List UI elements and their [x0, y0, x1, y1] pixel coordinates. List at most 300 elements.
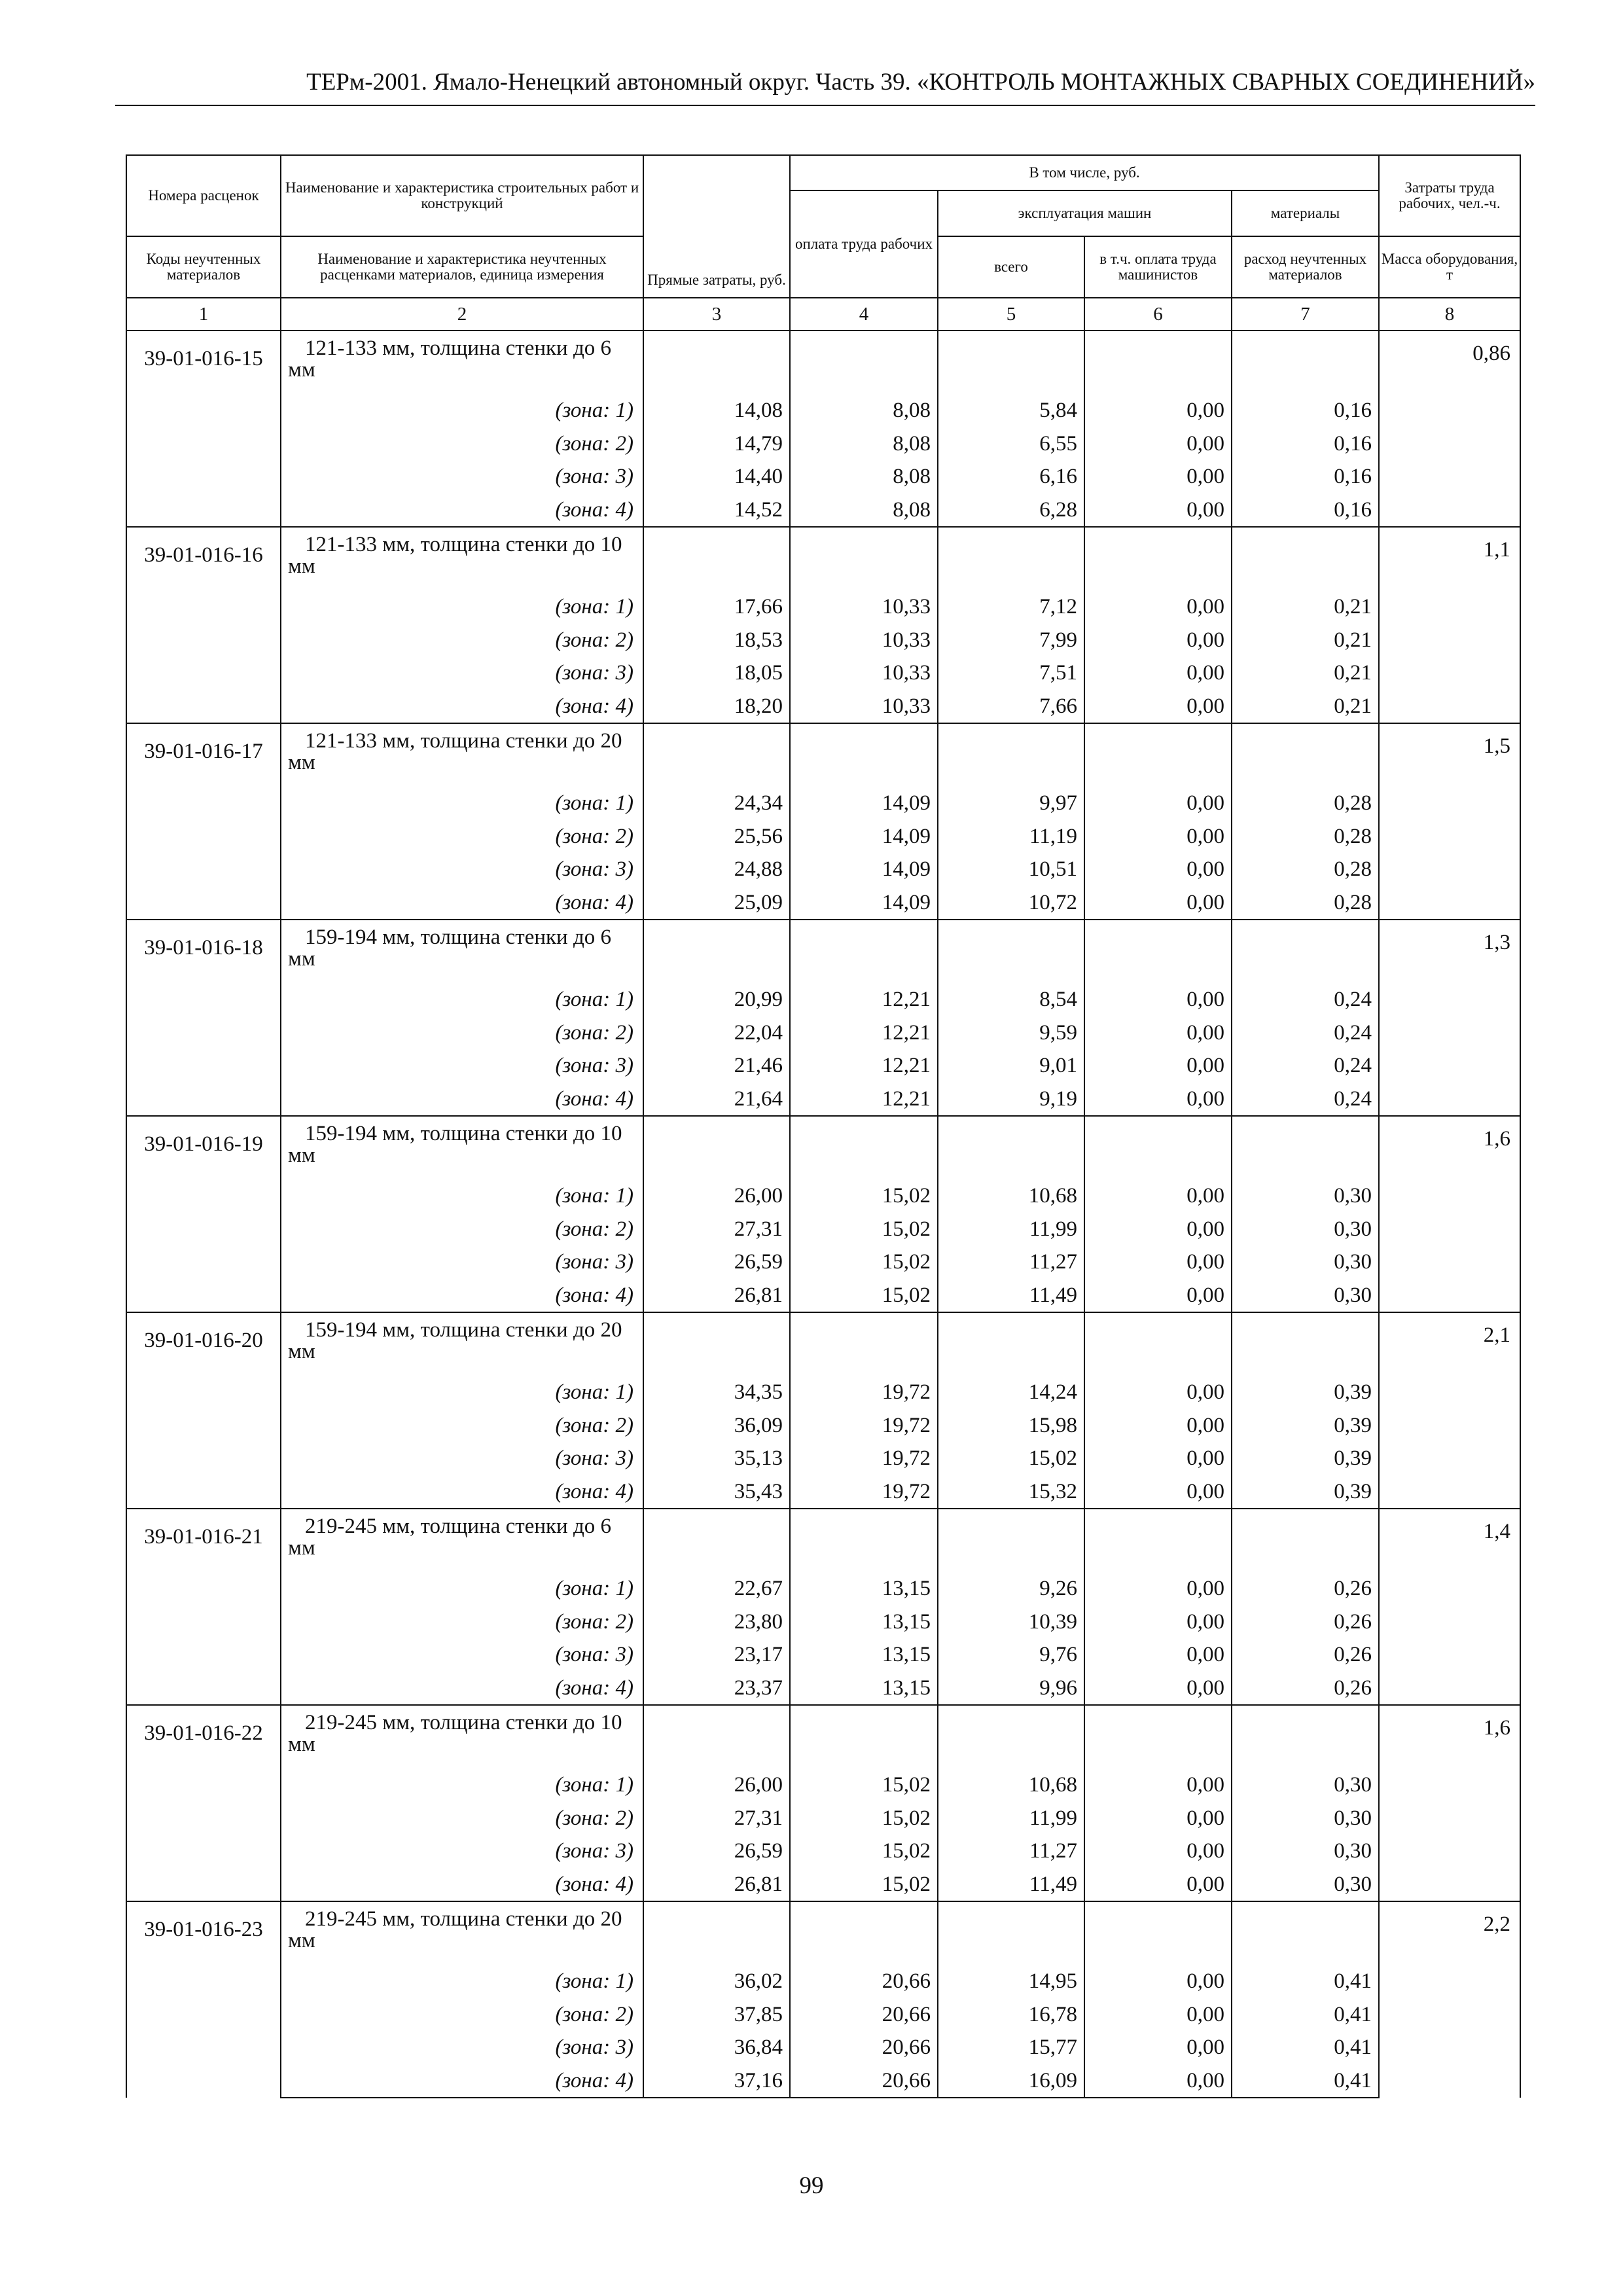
materials-value: 0,16: [1232, 427, 1379, 461]
zone-label: (зона: 1): [281, 1768, 643, 1802]
machinist-wages-value: 0,00: [1084, 1965, 1232, 1998]
zone-row: [126, 787, 1520, 820]
direct-costs-value: 18,20: [643, 690, 790, 724]
zone-label: (зона: 2): [281, 1605, 643, 1639]
empty-cell: [643, 1705, 790, 1768]
empty-cell: [790, 1116, 938, 1179]
rate-code: 39-01-016-15: [126, 331, 281, 527]
work-title: 159-194 мм, толщина стенки до 20 мм: [281, 1312, 643, 1376]
direct-costs-value: 20,99: [643, 983, 790, 1016]
direct-costs-value: 26,00: [643, 1179, 790, 1213]
materials-value: 0,30: [1232, 1802, 1379, 1835]
machines-total-value: 11,49: [938, 1868, 1084, 1902]
empty-cell: [643, 920, 790, 983]
machines-total-value: 14,95: [938, 1965, 1084, 1998]
machines-total-value: 6,16: [938, 460, 1084, 493]
zone-row: [126, 690, 1520, 724]
direct-costs-value: 23,37: [643, 1672, 790, 1706]
direct-costs-value: 21,46: [643, 1049, 790, 1083]
head-material-codes: Коды неучтенных материалов: [126, 236, 281, 298]
zone-label: (зона: 3): [281, 853, 643, 886]
work-title: 159-194 мм, толщина стенки до 10 мм: [281, 1116, 643, 1179]
materials-value: 0,16: [1232, 394, 1379, 427]
machines-total-value: 7,12: [938, 590, 1084, 624]
labor-costs-value: 2,2: [1379, 1901, 1520, 2098]
empty-cell: [938, 331, 1084, 394]
materials-value: 0,30: [1232, 1868, 1379, 1902]
labor-costs-value: 1,4: [1379, 1509, 1520, 1705]
zone-row: [126, 1672, 1520, 1706]
machines-total-value: 15,32: [938, 1475, 1084, 1509]
direct-costs-value: 27,31: [643, 1802, 790, 1835]
empty-cell: [938, 1312, 1084, 1376]
wages-value: 15,02: [790, 1213, 938, 1246]
work-title: 219-245 мм, толщина стенки до 20 мм: [281, 1901, 643, 1965]
machinist-wages-value: 0,00: [1084, 590, 1232, 624]
rates-table: [126, 154, 1521, 2098]
materials-value: 0,39: [1232, 1442, 1379, 1475]
zone-row: [126, 427, 1520, 461]
wages-value: 14,09: [790, 787, 938, 820]
direct-costs-value: 17,66: [643, 590, 790, 624]
empty-cell: [1232, 723, 1379, 787]
wages-value: 15,02: [790, 1279, 938, 1313]
empty-cell: [1084, 723, 1232, 787]
zone-label: (зона: 2): [281, 1213, 643, 1246]
zone-label: (зона: 1): [281, 394, 643, 427]
empty-cell: [1084, 1116, 1232, 1179]
machines-total-value: 10,72: [938, 886, 1084, 920]
empty-cell: [790, 1705, 938, 1768]
empty-cell: [790, 331, 938, 394]
zone-label: (зона: 3): [281, 1049, 643, 1083]
wages-value: 14,09: [790, 853, 938, 886]
direct-costs-value: 14,08: [643, 394, 790, 427]
zone-row: [126, 1016, 1520, 1050]
zone-row: [126, 590, 1520, 624]
empty-cell: [938, 920, 1084, 983]
zone-label: (зона: 4): [281, 1672, 643, 1706]
zone-label: (зона: 4): [281, 493, 643, 528]
rate-entry: [126, 920, 1520, 1116]
zone-row: [126, 1605, 1520, 1639]
work-title: 219-245 мм, толщина стенки до 6 мм: [281, 1509, 643, 1572]
zone-row: [126, 1179, 1520, 1213]
materials-value: 0,41: [1232, 1998, 1379, 2032]
materials-value: 0,24: [1232, 983, 1379, 1016]
materials-value: 0,28: [1232, 853, 1379, 886]
empty-cell: [643, 1509, 790, 1572]
zone-row: [126, 1376, 1520, 1409]
direct-costs-value: 35,13: [643, 1442, 790, 1475]
materials-value: 0,21: [1232, 590, 1379, 624]
zone-label: (зона: 3): [281, 460, 643, 493]
wages-value: 15,02: [790, 1835, 938, 1868]
materials-value: 0,30: [1232, 1279, 1379, 1313]
empty-cell: [1084, 1901, 1232, 1965]
empty-cell: [938, 1901, 1084, 1965]
machines-total-value: 11,27: [938, 1835, 1084, 1868]
machinist-wages-value: 0,00: [1084, 1998, 1232, 2032]
machinist-wages-value: 0,00: [1084, 394, 1232, 427]
wages-value: 10,33: [790, 624, 938, 657]
empty-cell: [1232, 527, 1379, 590]
empty-cell: [938, 723, 1084, 787]
empty-cell: [1232, 920, 1379, 983]
zone-row: [126, 1868, 1520, 1902]
machinist-wages-value: 0,00: [1084, 460, 1232, 493]
machinist-wages-value: 0,00: [1084, 1638, 1232, 1672]
zone-row: [126, 394, 1520, 427]
machines-total-value: 10,39: [938, 1605, 1084, 1639]
head-equipment-mass: Масса оборудования, т: [1379, 236, 1520, 298]
machinist-wages-value: 0,00: [1084, 2031, 1232, 2064]
head-machinist-wages: в т.ч. оплата труда машинистов: [1084, 236, 1232, 298]
zone-row: [126, 1768, 1520, 1802]
machines-total-value: 7,51: [938, 656, 1084, 690]
wages-value: 20,66: [790, 1965, 938, 1998]
wages-value: 13,15: [790, 1605, 938, 1639]
entry-title-row: [126, 1509, 1520, 1572]
zone-row: [126, 624, 1520, 657]
zone-label: (зона: 3): [281, 1835, 643, 1868]
direct-costs-value: 14,40: [643, 460, 790, 493]
direct-costs-value: 24,88: [643, 853, 790, 886]
wages-value: 12,21: [790, 1016, 938, 1050]
machinist-wages-value: 0,00: [1084, 656, 1232, 690]
machines-total-value: 15,77: [938, 2031, 1084, 2064]
wages-value: 15,02: [790, 1868, 938, 1902]
head-including: В том числе, руб.: [790, 155, 1379, 190]
column-number: 4: [790, 298, 938, 331]
entry-title-row: [126, 1705, 1520, 1768]
direct-costs-value: 25,09: [643, 886, 790, 920]
rate-entry: [126, 723, 1520, 920]
machines-total-value: 10,51: [938, 853, 1084, 886]
zone-label: (зона: 2): [281, 427, 643, 461]
work-title: 159-194 мм, толщина стенки до 6 мм: [281, 920, 643, 983]
zone-row: [126, 656, 1520, 690]
machines-total-value: 16,78: [938, 1998, 1084, 2032]
empty-cell: [643, 1116, 790, 1179]
empty-cell: [1084, 527, 1232, 590]
direct-costs-value: 37,16: [643, 2064, 790, 2098]
rate-entry: [126, 527, 1520, 723]
rate-entry: [126, 1705, 1520, 1901]
machines-total-value: 9,76: [938, 1638, 1084, 1672]
machines-total-value: 9,59: [938, 1016, 1084, 1050]
head-machine-operation: эксплуатация машин: [938, 190, 1232, 236]
rate-code: 39-01-016-19: [126, 1116, 281, 1312]
zone-row: [126, 1638, 1520, 1672]
empty-cell: [1232, 1312, 1379, 1376]
direct-costs-value: 25,56: [643, 820, 790, 853]
header-rule: [115, 105, 1535, 106]
direct-costs-value: 22,04: [643, 1016, 790, 1050]
wages-value: 13,15: [790, 1572, 938, 1605]
materials-value: 0,41: [1232, 1965, 1379, 1998]
machinist-wages-value: 0,00: [1084, 983, 1232, 1016]
wages-value: 13,15: [790, 1638, 938, 1672]
head-materials: материалы: [1232, 190, 1379, 236]
zone-row: [126, 853, 1520, 886]
zone-row: [126, 2031, 1520, 2064]
wages-value: 12,21: [790, 1083, 938, 1117]
column-number: 2: [281, 298, 643, 331]
wages-value: 20,66: [790, 1998, 938, 2032]
zone-label: (зона: 2): [281, 1016, 643, 1050]
materials-value: 0,28: [1232, 886, 1379, 920]
head-direct-costs: Прямые затраты, руб.: [643, 155, 790, 298]
materials-value: 0,26: [1232, 1672, 1379, 1706]
zone-label: (зона: 3): [281, 656, 643, 690]
rate-entry: [126, 1901, 1520, 2098]
zone-label: (зона: 4): [281, 1475, 643, 1509]
wages-value: 10,33: [790, 690, 938, 724]
empty-cell: [1232, 1901, 1379, 1965]
entry-title-row: [126, 920, 1520, 983]
machinist-wages-value: 0,00: [1084, 1049, 1232, 1083]
machines-total-value: 11,49: [938, 1279, 1084, 1313]
machinist-wages-value: 0,00: [1084, 1179, 1232, 1213]
direct-costs-value: 37,85: [643, 1998, 790, 2032]
machines-total-value: 11,99: [938, 1213, 1084, 1246]
direct-costs-value: 26,81: [643, 1279, 790, 1313]
head-labor-costs: Затраты труда рабочих, чел.-ч.: [1379, 155, 1520, 236]
column-number: 3: [643, 298, 790, 331]
rate-entry: [126, 1116, 1520, 1312]
zone-label: (зона: 1): [281, 787, 643, 820]
machines-total-value: 10,68: [938, 1179, 1084, 1213]
labor-costs-value: 2,1: [1379, 1312, 1520, 1509]
wages-value: 10,33: [790, 656, 938, 690]
empty-cell: [790, 723, 938, 787]
machinist-wages-value: 0,00: [1084, 1768, 1232, 1802]
zone-row: [126, 1279, 1520, 1313]
machines-total-value: 8,54: [938, 983, 1084, 1016]
labor-costs-value: 1,5: [1379, 723, 1520, 920]
materials-value: 0,24: [1232, 1083, 1379, 1117]
materials-value: 0,21: [1232, 624, 1379, 657]
machinist-wages-value: 0,00: [1084, 493, 1232, 528]
zone-row: [126, 1802, 1520, 1835]
rate-code: 39-01-016-21: [126, 1509, 281, 1705]
wages-value: 20,66: [790, 2064, 938, 2098]
machines-total-value: 9,01: [938, 1049, 1084, 1083]
head-rate-numbers: Номера расценок: [126, 155, 281, 236]
machinist-wages-value: 0,00: [1084, 1672, 1232, 1706]
work-title: 121-133 мм, толщина стенки до 20 мм: [281, 723, 643, 787]
materials-value: 0,21: [1232, 656, 1379, 690]
machinist-wages-value: 0,00: [1084, 1475, 1232, 1509]
machinist-wages-value: 0,00: [1084, 427, 1232, 461]
head-unaccounted-materials: расход неучтенных материалов: [1232, 236, 1379, 298]
machines-total-value: 7,66: [938, 690, 1084, 724]
wages-value: 8,08: [790, 427, 938, 461]
zone-label: (зона: 2): [281, 1409, 643, 1443]
empty-cell: [643, 331, 790, 394]
zone-row: [126, 1213, 1520, 1246]
zone-row: [126, 460, 1520, 493]
machinist-wages-value: 0,00: [1084, 853, 1232, 886]
wages-value: 19,72: [790, 1442, 938, 1475]
machinist-wages-value: 0,00: [1084, 1868, 1232, 1902]
labor-costs-value: 1,6: [1379, 1705, 1520, 1901]
zone-label: (зона: 3): [281, 2031, 643, 2064]
materials-value: 0,41: [1232, 2031, 1379, 2064]
machinist-wages-value: 0,00: [1084, 1835, 1232, 1868]
materials-value: 0,26: [1232, 1605, 1379, 1639]
machines-total-value: 7,99: [938, 624, 1084, 657]
zone-label: (зона: 1): [281, 983, 643, 1016]
machinist-wages-value: 0,00: [1084, 1246, 1232, 1279]
entry-title-row: [126, 723, 1520, 787]
rate-code: 39-01-016-16: [126, 527, 281, 723]
materials-value: 0,41: [1232, 2064, 1379, 2098]
work-title: 121-133 мм, толщина стенки до 10 мм: [281, 527, 643, 590]
zone-label: (зона: 2): [281, 1998, 643, 2032]
empty-cell: [790, 1901, 938, 1965]
materials-value: 0,30: [1232, 1768, 1379, 1802]
zone-row: [126, 493, 1520, 528]
machinist-wages-value: 0,00: [1084, 1279, 1232, 1313]
wages-value: 8,08: [790, 460, 938, 493]
empty-cell: [1232, 1116, 1379, 1179]
materials-value: 0,16: [1232, 460, 1379, 493]
wages-value: 15,02: [790, 1179, 938, 1213]
zone-label: (зона: 4): [281, 2064, 643, 2098]
labor-costs-value: 1,1: [1379, 527, 1520, 723]
machinist-wages-value: 0,00: [1084, 1409, 1232, 1443]
machines-total-value: 15,98: [938, 1409, 1084, 1443]
materials-value: 0,24: [1232, 1016, 1379, 1050]
column-number-row: [126, 298, 1520, 331]
zone-row: [126, 1835, 1520, 1868]
wages-value: 13,15: [790, 1672, 938, 1706]
wages-value: 12,21: [790, 983, 938, 1016]
machinist-wages-value: 0,00: [1084, 1213, 1232, 1246]
direct-costs-value: 26,59: [643, 1835, 790, 1868]
machinist-wages-value: 0,00: [1084, 886, 1232, 920]
labor-costs-value: 1,3: [1379, 920, 1520, 1116]
empty-cell: [643, 1901, 790, 1965]
empty-cell: [1084, 920, 1232, 983]
empty-cell: [1084, 1509, 1232, 1572]
zone-label: (зона: 1): [281, 590, 643, 624]
materials-value: 0,39: [1232, 1376, 1379, 1409]
direct-costs-value: 36,09: [643, 1409, 790, 1443]
materials-value: 0,30: [1232, 1179, 1379, 1213]
direct-costs-value: 21,64: [643, 1083, 790, 1117]
head-material-name: Наименование и характеристика неучтенных расценками материалов, единица измерения: [281, 236, 643, 298]
materials-value: 0,21: [1232, 690, 1379, 724]
empty-cell: [1232, 331, 1379, 394]
machinist-wages-value: 0,00: [1084, 1605, 1232, 1639]
empty-cell: [938, 527, 1084, 590]
materials-value: 0,26: [1232, 1638, 1379, 1672]
wages-value: 19,72: [790, 1376, 938, 1409]
entry-title-row: [126, 331, 1520, 394]
materials-value: 0,16: [1232, 493, 1379, 528]
rate-entry: [126, 1312, 1520, 1509]
direct-costs-value: 36,02: [643, 1965, 790, 1998]
empty-cell: [643, 723, 790, 787]
zone-row: [126, 1083, 1520, 1117]
materials-value: 0,39: [1232, 1475, 1379, 1509]
materials-value: 0,26: [1232, 1572, 1379, 1605]
zone-row: [126, 1572, 1520, 1605]
head-work-name: Наименование и характеристика строительных работ и конструкций: [281, 155, 643, 236]
zone-row: [126, 2064, 1520, 2098]
empty-cell: [643, 1312, 790, 1376]
machines-total-value: 6,28: [938, 493, 1084, 528]
empty-cell: [790, 920, 938, 983]
zone-row: [126, 1246, 1520, 1279]
empty-cell: [790, 1509, 938, 1572]
materials-value: 0,28: [1232, 820, 1379, 853]
materials-value: 0,30: [1232, 1246, 1379, 1279]
empty-cell: [1232, 1705, 1379, 1768]
head-machines-total: всего: [938, 236, 1084, 298]
zone-row: [126, 1409, 1520, 1443]
materials-value: 0,30: [1232, 1213, 1379, 1246]
zone-row: [126, 1049, 1520, 1083]
rate-code: 39-01-016-18: [126, 920, 281, 1116]
labor-costs-value: 1,6: [1379, 1116, 1520, 1312]
direct-costs-value: 14,79: [643, 427, 790, 461]
zone-label: (зона: 3): [281, 1246, 643, 1279]
empty-cell: [938, 1116, 1084, 1179]
empty-cell: [938, 1509, 1084, 1572]
machinist-wages-value: 0,00: [1084, 1016, 1232, 1050]
wages-value: 15,02: [790, 1802, 938, 1835]
work-title: 121-133 мм, толщина стенки до 6 мм: [281, 331, 643, 394]
direct-costs-value: 18,05: [643, 656, 790, 690]
machines-total-value: 9,26: [938, 1572, 1084, 1605]
direct-costs-value: 26,81: [643, 1868, 790, 1902]
column-number: 1: [126, 298, 281, 331]
wages-value: 10,33: [790, 590, 938, 624]
zone-label: (зона: 4): [281, 1279, 643, 1313]
empty-cell: [1084, 331, 1232, 394]
machinist-wages-value: 0,00: [1084, 1376, 1232, 1409]
empty-cell: [1084, 1312, 1232, 1376]
machinist-wages-value: 0,00: [1084, 1442, 1232, 1475]
machinist-wages-value: 0,00: [1084, 1802, 1232, 1835]
zone-row: [126, 983, 1520, 1016]
empty-cell: [1232, 1509, 1379, 1572]
wages-value: 19,72: [790, 1475, 938, 1509]
direct-costs-value: 18,53: [643, 624, 790, 657]
zone-label: (зона: 2): [281, 624, 643, 657]
empty-cell: [938, 1705, 1084, 1768]
wages-value: 12,21: [790, 1049, 938, 1083]
zone-label: (зона: 2): [281, 820, 643, 853]
machines-total-value: 11,19: [938, 820, 1084, 853]
machines-total-value: 15,02: [938, 1442, 1084, 1475]
empty-cell: [643, 527, 790, 590]
materials-value: 0,28: [1232, 787, 1379, 820]
direct-costs-value: 22,67: [643, 1572, 790, 1605]
direct-costs-value: 35,43: [643, 1475, 790, 1509]
machines-total-value: 11,27: [938, 1246, 1084, 1279]
zone-row: [126, 1965, 1520, 1998]
machines-total-value: 5,84: [938, 394, 1084, 427]
zone-label: (зона: 2): [281, 1802, 643, 1835]
machines-total-value: 9,96: [938, 1672, 1084, 1706]
direct-costs-value: 26,59: [643, 1246, 790, 1279]
zone-label: (зона: 4): [281, 1083, 643, 1117]
